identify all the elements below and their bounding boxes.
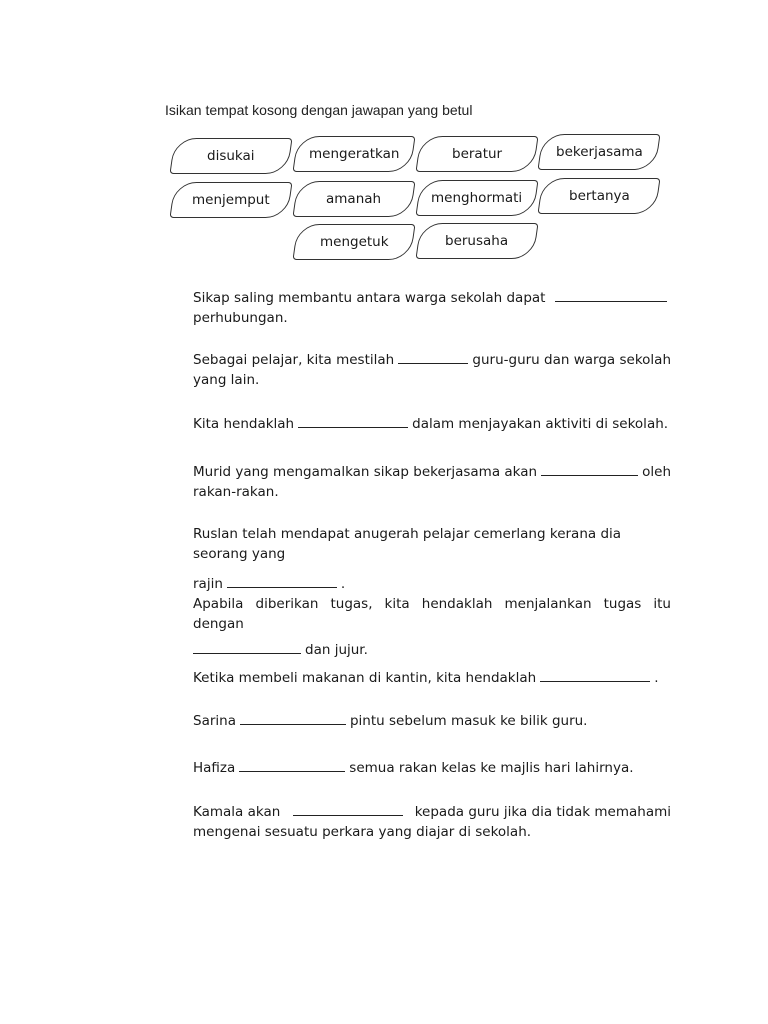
- question-8: Sarina pintu sebelum masuk ke bilik guru.: [193, 713, 588, 729]
- answer-blank[interactable]: [239, 759, 345, 772]
- answer-blank[interactable]: [398, 351, 468, 364]
- word-chip: mengeratkan: [292, 136, 415, 172]
- answer-blank[interactable]: [293, 803, 403, 816]
- instruction-text: Isikan tempat kosong dengan jawapan yang betul: [165, 102, 473, 118]
- answer-blank[interactable]: [193, 641, 301, 654]
- question-10: Kamala akan kepada guru jika dia tidak memahami mengenai sesuatu perkara yang diajar di sekolah.: [193, 804, 671, 840]
- word-chip: amanah: [292, 181, 415, 217]
- question-6: Apabila diberikan tugas, kita hendaklah menjalankan tugas itu dengan dan jujur.: [193, 596, 671, 658]
- word-chip: menjemput: [169, 182, 292, 218]
- word-chip: mengetuk: [292, 224, 415, 260]
- word-chip: disukai: [169, 138, 292, 174]
- answer-blank[interactable]: [540, 669, 650, 682]
- answer-blank[interactable]: [240, 712, 346, 725]
- question-2: Sebagai pelajar, kita mestilah guru-guru dan warga sekolah yang lain.: [193, 352, 671, 388]
- answer-blank[interactable]: [555, 289, 667, 302]
- question-3: Kita hendaklah dalam menjayakan aktiviti di sekolah.: [193, 416, 669, 432]
- word-chip: bekerjasama: [537, 134, 660, 170]
- question-7: Ketika membeli makanan di kantin, kita hendaklah .: [193, 670, 659, 686]
- question-9: Hafiza semua rakan kelas ke majlis hari lahirnya.: [193, 760, 634, 776]
- answer-blank[interactable]: [298, 415, 408, 428]
- word-bank: [0, 0, 768, 270]
- answer-blank[interactable]: [227, 575, 337, 588]
- word-chip: beratur: [415, 136, 538, 172]
- question-5: Ruslan telah mendapat anugerah pelajar cemerlang kerana dia seorang yang rajin .: [193, 526, 622, 592]
- question-4: Murid yang mengamalkan sikap bekerjasama akan oleh rakan-rakan.: [193, 464, 671, 500]
- question-1: Sikap saling membantu antara warga sekolah dapat perhubungan.: [193, 288, 671, 328]
- word-chip: bertanya: [537, 178, 660, 214]
- word-chip: berusaha: [415, 223, 538, 259]
- word-chip: menghormati: [415, 180, 538, 216]
- answer-blank[interactable]: [541, 463, 638, 476]
